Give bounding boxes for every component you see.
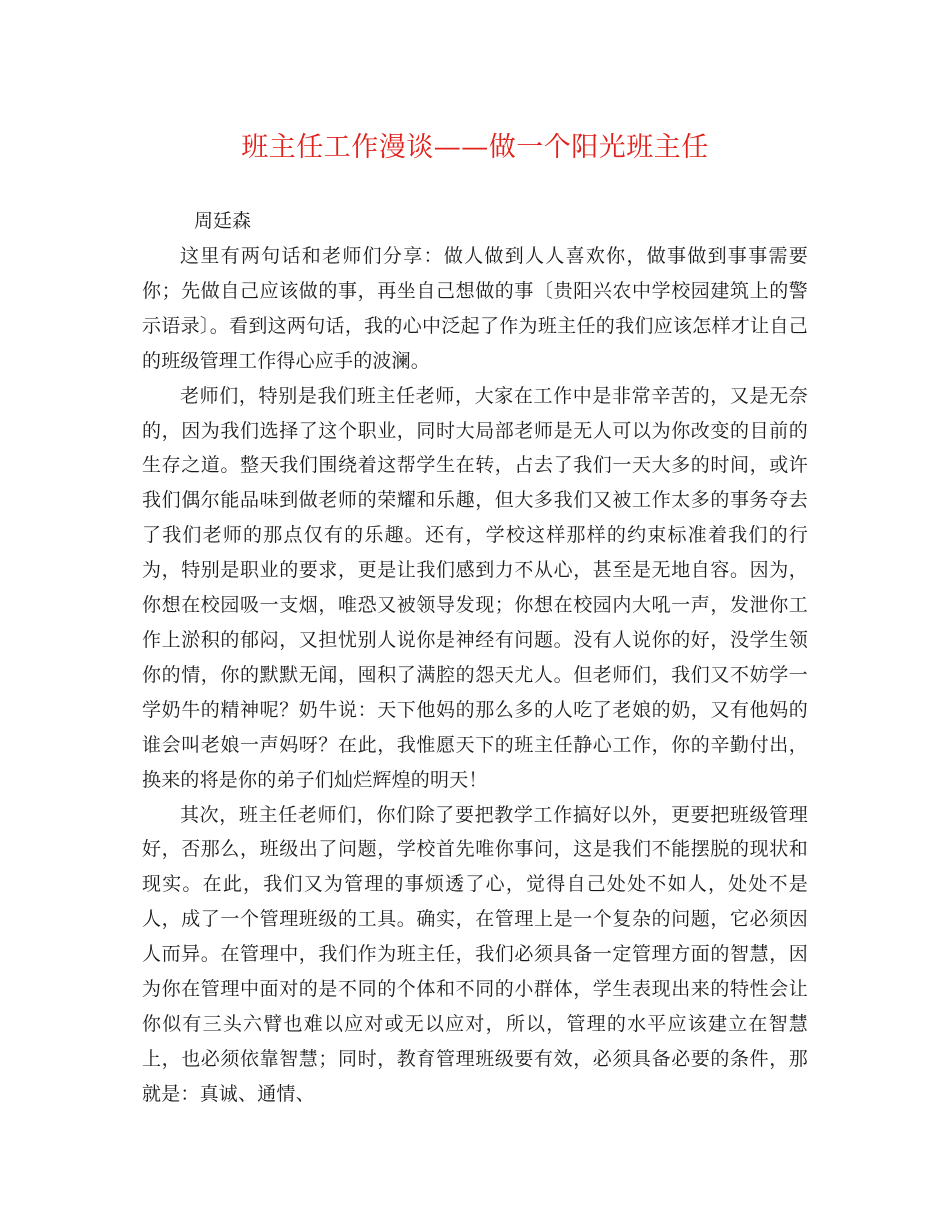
document-title: 班主任工作漫谈——做一个阳光班主任 [241,132,709,163]
paragraph-2: 老师们，特别是我们班主任老师，大家在工作中是非常辛苦的，又是无奈的，因为我们选择了这个职业，同时大局部老师是无人可以为你改变的目前的生存之道。整天我们围绕着这帮学生在转，占去了我们一天大多的时间，或许我们偶尔能品味到做老师的荣耀和乐趣，但大多我们又被工作太多的事务夺去了我们老师的那点仅有的乐趣。还有，学校这样那样的约束标准着我们的行为，特别是职业的要求，更是让我们感到力不从心，甚至是无地自容。因为，你想在校园吸一支烟，唯恐又被领导发现；你想在校园内大吼一声，发泄你工作上淤积的郁闷，又担忧别人说你是神经有问题。没有人说你的好，没学生领你的情，你的默默无闻，囤积了满腔的怨天尤人。但老师们，我们又不妨学一学奶牛的精神呢？奶牛说：天下他妈的那么多的人吃了老娘的奶，又有他妈的谁会叫老娘一声妈呀？在此，我惟愿天下的班主任静心工作，你的辛勤付出，换来的将是你的弟子们灿烂辉煌的明天！ [142,384,808,791]
author-name: 周廷森 [194,210,252,232]
paragraph-3: 其次，班主任老师们，你们除了要把教学工作搞好以外，更要把班级管理好，否那么，班级出了问题，学校首先唯你事问，这是我们不能摆脱的现状和现实。在此，我们又为管理的事烦透了心，觉得自己处处不如人，处处不是人，成了一个管理班级的工具。确实，在管理上是一个复杂的问题，它必须因人而异。在管理中，我们作为班主任，我们必须具备一定管理方面的智慧，因为你在管理中面对的是不同的个体和不同的小群体，学生表现出来的特性会让你似有三头六臂也难以应对或无以应对，所以，管理的水平应该建立在智慧上，也必须依靠智慧；同时，教育管理班级要有效，必须具备必要的条件，那就是：真诚、通情、 [142,803,808,1105]
document-body [142,239,808,1112]
paragraph-1: 这里有两句话和老师们分享：做人做到人人喜欢你，做事做到事事需要你；先做自己应该做的事，再坐自己想做的事〔贵阳兴农中学校园建筑上的警示语录〕。看到这两句话，我的心中泛起了作为班主任的我们应该怎样才让自己的班级管理工作得心应手的波澜。 [142,245,808,372]
